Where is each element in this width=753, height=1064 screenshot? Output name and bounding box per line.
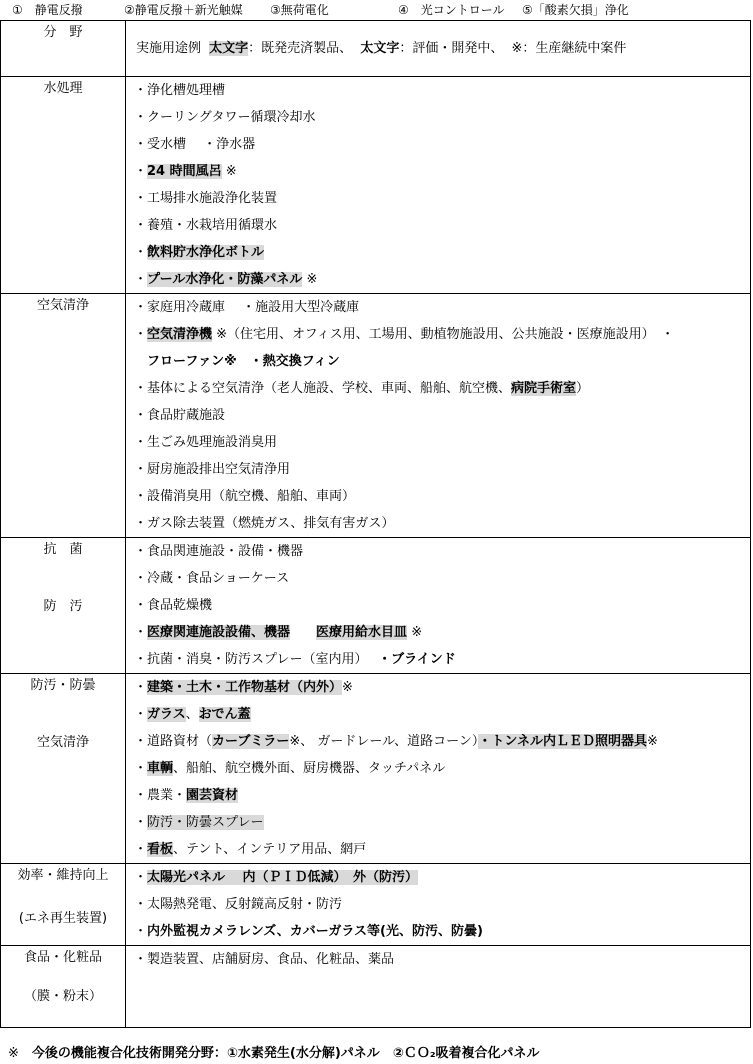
example-line	[134, 266, 750, 293]
example-line	[134, 809, 750, 836]
example-text: ・浄化槽処理槽	[134, 83, 226, 98]
example-text-bold: 24 時間風呂	[147, 164, 222, 179]
category-label: 防 汚	[43, 599, 83, 614]
example-line	[134, 538, 750, 565]
example-text-bold: ・熱交換フィン	[249, 354, 340, 369]
example-text-bold: 車輌	[147, 761, 174, 776]
category-label: 効率・維持向上	[17, 868, 109, 883]
example-text-bold: 病院手術室	[511, 381, 577, 396]
examples-cell	[126, 77, 751, 294]
example-line	[134, 973, 750, 1000]
example-text: ・	[134, 164, 148, 179]
example-line	[134, 510, 750, 537]
example-text: ※	[407, 625, 423, 640]
category-label: 空気清浄	[36, 735, 89, 750]
example-line	[134, 646, 750, 673]
example-line	[134, 1000, 750, 1027]
example-text: ・食品貯蔵施設	[134, 408, 226, 423]
example-text-bold: カーブミラー	[212, 734, 290, 749]
category-cell	[1, 674, 126, 864]
example-text: ※	[646, 734, 658, 749]
legend-item: ⑤「酸素欠損」浄化	[522, 3, 629, 17]
example-line	[134, 592, 750, 619]
example-text: ・	[134, 761, 148, 776]
example-text: ・生ごみ処理施設消臭用	[134, 435, 278, 450]
example-text: ・工場排水施設浄化装置	[134, 191, 278, 206]
category-cell	[1, 294, 126, 538]
category-label: 防汚・防曇	[30, 678, 96, 693]
section-row	[1, 946, 751, 1028]
example-text-bold: ・トンネル内ＬＥＤ照明器具	[478, 734, 647, 749]
example-text: ・	[134, 272, 148, 287]
example-text-bold: 飲料貯水浄化ボトル	[147, 245, 265, 260]
example-text: ・	[134, 680, 148, 695]
category-label: 食品・化粧品	[23, 950, 102, 965]
example-text: ・	[134, 870, 148, 885]
example-text: ・基体による空気清浄（老人施設、学校、車両、船舶、航空機、	[134, 381, 512, 396]
table-header-row	[1, 21, 751, 77]
example-line	[134, 918, 750, 945]
applications-table	[0, 20, 751, 1028]
example-text: ・製造装置、店舗厨房、食品、化粧品、薬品	[134, 952, 395, 967]
header-text: ：既発売済製品、	[248, 41, 353, 56]
legend-item: ① 静電反撥	[12, 3, 83, 17]
category-label: （膜・粉末）	[23, 989, 102, 1004]
example-text: ）	[576, 381, 590, 396]
category-label: 空気清浄	[36, 298, 89, 313]
example-text: ・厨房施設排出空気清浄用	[134, 462, 291, 477]
footnote	[8, 1042, 540, 1061]
example-text-bold: 太陽光パネル 内（ＰＩＤ低減） 外（防汚）	[147, 870, 419, 885]
section-row	[1, 294, 751, 538]
example-text: 、船舶、航空機外面、厨房機器、タッチパネル	[173, 761, 446, 776]
header-bold-label: 太文字	[360, 41, 400, 56]
examples-cell	[126, 946, 751, 1028]
example-line	[134, 701, 750, 728]
example-text: ・設備消臭用（航空機、船舶、車両）	[134, 489, 356, 504]
example-text: ※	[302, 272, 318, 287]
example-text: ・食品乾燥機	[134, 598, 213, 613]
header-note: ※：生産継続中案件	[511, 41, 627, 56]
example-text: 防汚・防曇スプレー	[147, 815, 264, 830]
example-line	[134, 212, 750, 239]
section-row	[1, 864, 751, 946]
example-text: ・養殖・水栽培用循環水	[134, 218, 278, 233]
category-label: 抗 菌	[43, 542, 83, 557]
example-text: ・ガス除去装置（燃焼ガス、排気有害ガス）	[134, 516, 395, 531]
example-text: ・農業・	[134, 788, 187, 803]
example-text-bold: ・ブラインド	[378, 652, 456, 667]
example-text: ・クーリングタワー循環冷却水	[134, 110, 316, 125]
example-text-bold: 内外監視カメラレンズ、カバーガラス等(光、防汚、防曇)	[147, 924, 483, 939]
example-text: ・	[134, 842, 148, 857]
example-text: ・	[134, 245, 148, 260]
example-text: ・	[134, 327, 148, 342]
category-label: 水処理	[43, 81, 83, 96]
example-line	[134, 755, 750, 782]
example-text-bold: 看板	[147, 842, 174, 857]
example-text: 、	[185, 707, 199, 722]
example-text: ※（住宅用、オフィス用、工場用、動植物施設用、公共施設・医療施設用） ・	[212, 327, 675, 342]
example-text-bold: 建築・土木・工作物基材（内外）	[147, 680, 343, 695]
examples-cell	[126, 674, 751, 864]
legend-item: ③無荷電化	[270, 3, 329, 17]
legend-item: ②静電反撥＋新光触媒	[124, 3, 243, 17]
example-line	[134, 239, 750, 266]
footnote-mark: ※	[8, 1046, 19, 1061]
section-row	[1, 77, 751, 294]
example-line	[134, 321, 750, 348]
example-text: ・	[134, 707, 148, 722]
example-text	[237, 354, 250, 369]
category-header: 分 野	[1, 21, 126, 77]
example-line	[134, 565, 750, 592]
examples-cell	[126, 864, 751, 946]
example-text-bold: おでん蓋	[198, 707, 251, 722]
example-text: 、テント、インテリア用品、網戸	[173, 842, 367, 857]
examples-header	[126, 21, 751, 77]
section-row	[1, 674, 751, 864]
category-cell	[1, 946, 126, 1028]
example-text-bold: 空気清浄機	[147, 327, 213, 342]
example-line	[134, 158, 750, 185]
legend-item: ④ 光コントロール	[398, 3, 505, 17]
example-text: ・	[134, 625, 148, 640]
section-row	[1, 538, 751, 674]
example-text-bold: ガラス	[147, 707, 186, 722]
example-text	[134, 354, 147, 369]
example-text-bold: 医療関連施設設備、機器	[147, 625, 291, 640]
example-line	[134, 77, 750, 104]
example-line	[134, 185, 750, 212]
example-line	[134, 836, 750, 863]
example-text-bold: 医療用給水目皿	[316, 625, 408, 640]
examples-cell	[126, 294, 751, 538]
example-text: ・家庭用冷蔵庫 ・施設用大型冷蔵庫	[134, 300, 360, 315]
header-intro: 実施用途例	[136, 41, 202, 56]
category-label: (エネ再生装置)	[18, 911, 108, 926]
header-bold-label: 太文字	[209, 41, 249, 56]
example-text: ・	[134, 815, 148, 830]
example-text-bold: 園芸資材	[186, 788, 239, 803]
example-line	[134, 131, 750, 158]
example-text-bold: プール水浄化・防藻パネル	[147, 272, 303, 287]
example-text-bold: フローファン※	[147, 354, 237, 369]
example-line	[134, 429, 750, 456]
example-text: ・受水槽 ・浄水器	[134, 137, 256, 152]
example-line	[134, 294, 750, 321]
example-line	[134, 619, 750, 646]
example-text: ※	[342, 680, 353, 695]
example-line	[134, 348, 750, 375]
example-text: ・	[134, 924, 148, 939]
example-line	[134, 674, 750, 701]
example-text: ・抗菌・消臭・防汚スプレー（室内用）	[134, 652, 379, 667]
example-line	[134, 375, 750, 402]
example-text: ・食品関連施設・設備・機器	[134, 544, 304, 559]
footnote-text: 今後の機能複合化技術開発分野：①水素発生(水分解)パネル ②ＣＯ₂吸着複合化パネル	[31, 1046, 540, 1061]
example-line	[134, 402, 750, 429]
example-text: ※	[221, 164, 237, 179]
example-line	[134, 891, 750, 918]
header-text: ：評価・開発中、	[399, 41, 504, 56]
example-line	[134, 782, 750, 809]
example-line	[134, 104, 750, 131]
examples-cell	[126, 538, 751, 674]
example-text: ・道路資材（	[134, 734, 213, 749]
example-text: ※、 ガードレール、道路コーン）	[289, 734, 479, 749]
example-line	[134, 728, 750, 755]
example-text: ・冷蔵・食品ショーケース	[134, 571, 290, 586]
example-text	[290, 625, 316, 640]
example-line	[134, 946, 750, 973]
example-line	[134, 483, 750, 510]
category-cell	[1, 77, 126, 294]
example-line	[134, 864, 750, 891]
category-cell	[1, 538, 126, 674]
legend-header	[0, 0, 753, 20]
example-text: ・太陽熱発電、反射鏡高反射・防汚	[134, 897, 343, 912]
example-line	[134, 456, 750, 483]
category-cell	[1, 864, 126, 946]
